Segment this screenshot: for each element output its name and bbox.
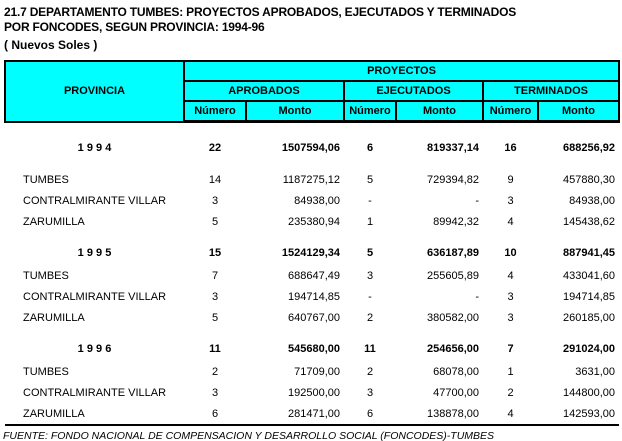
cell-terminados-numero: 7 [507,342,514,355]
cell-year-label: 1 9 9 4 [77,141,112,154]
table-body [5,122,619,426]
spacer-row [5,122,619,138]
table-row-province [5,286,619,307]
cell-terminados-numero: 9 [507,173,514,186]
statistics-table [4,60,620,426]
cell-terminados-numero: 4 [483,403,538,425]
cell-aprobados-numero: 22 [208,141,222,154]
cell-terminados-numero: 3 [507,311,514,324]
units-label: ( Nuevos Soles ) [4,38,98,52]
cell-province-name: TUMBES [23,365,69,378]
cell-ejecutados-numero: 6 [366,141,374,154]
cell-ejecutados-numero: 5 [366,173,374,186]
cell-terminados-numero: 10 [504,246,517,259]
cell-aprobados-monto: 84938,00 [294,194,340,207]
spacer-row [5,232,619,242]
cell-aprobados-numero: 6 [184,403,246,425]
cell-province-name: CONTRALMIRANTE VILLAR [23,386,167,399]
table-row-year-total [5,137,619,158]
column-header-numero-ejecutados: Número [344,101,396,122]
table-row-province [5,307,619,328]
cell-aprobados-numero: 5 [211,215,219,228]
spacer-cell [5,122,619,138]
cell-ejecutados-numero: 3 [366,269,374,282]
page-title [0,0,622,53]
cell-ejecutados-numero: 1 [366,215,374,228]
column-header-proyectos: PROYECTOS [184,61,619,81]
table-row-year-total [5,338,619,359]
spacer-row [5,158,619,169]
cell-ejecutados-monto: 138878,00 [396,403,483,425]
table-row-province [5,361,619,382]
cell-ejecutados-numero: 2 [366,365,374,378]
column-header-numero-aprobados: Número [184,101,246,122]
title-line-2: POR FONCODES, SEGUN PROVINCIA: 1994-96 [4,20,265,34]
cell-ejecutados-numero: - [368,194,372,207]
cell-year-label: 1 9 9 5 [77,246,112,259]
cell-aprobados-numero: 3 [211,386,219,399]
cell-ejecutados-monto: 636187,89 [427,246,479,259]
cell-ejecutados-monto: 255605,89 [427,269,479,282]
cell-province-name: ZARUMILLA [23,311,85,324]
source-note: FUENTE: FONDO NACIONAL DE COMPENSACION Y DESARROLLO SOCIAL (FONCODES)-TUMBES [3,430,495,441]
cell-ejecutados-numero: 11 [364,342,376,355]
spacer-row [5,328,619,338]
cell-terminados-monto: 142593,00 [538,403,619,425]
spacer-cell [5,232,619,242]
cell-province-name: CONTRALMIRANTE VILLAR [23,194,167,207]
cell-aprobados-monto: 1187275,12 [282,173,340,186]
cell-ejecutados-numero: 5 [366,246,374,259]
cell-aprobados-monto: 545680,00 [288,342,340,355]
cell-ejecutados-numero: - [368,290,372,303]
cell-aprobados-monto: 281471,00 [246,403,344,425]
cell-terminados-monto: 260185,00 [563,311,615,324]
column-header-ejecutados: EJECUTADOS [344,81,483,101]
cell-ejecutados-numero: 6 [344,403,396,425]
cell-terminados-numero: 3 [507,290,514,303]
table-row-province [5,382,619,403]
spacer-cell [5,328,619,338]
cell-aprobados-numero: 5 [211,311,219,324]
cell-province-name: ZARUMILLA [5,403,184,425]
cell-ejecutados-monto: 89942,32 [433,215,479,228]
cell-ejecutados-numero: 2 [366,311,374,324]
cell-terminados-monto: 144800,00 [563,386,615,399]
cell-terminados-monto: 457880,30 [563,173,615,186]
table-row-province [5,265,619,286]
table-row-province [5,403,619,425]
cell-aprobados-monto: 640767,00 [288,311,340,324]
cell-terminados-monto: 84938,00 [569,194,615,207]
cell-province-name: TUMBES [23,269,69,282]
cell-aprobados-numero: 11 [209,342,221,355]
cell-ejecutados-monto: - [475,194,479,207]
column-header-monto-terminados: Monto [538,101,619,122]
column-header-provincia: PROVINCIA [5,61,184,122]
cell-terminados-monto: 194714,85 [563,290,615,303]
title-line-1: 21.7 DEPARTAMENTO TUMBES: PROYECTOS APROBADOS, EJECUTADOS Y TERMINADOS [4,5,517,19]
cell-aprobados-monto: 71709,00 [294,365,340,378]
column-header-aprobados: APROBADOS [184,81,344,101]
table-header [5,61,619,122]
cell-aprobados-numero: 15 [208,246,222,259]
cell-ejecutados-numero: 3 [366,386,374,399]
cell-aprobados-numero: 2 [211,365,219,378]
cell-terminados-numero: 2 [507,386,514,399]
column-header-terminados: TERMINADOS [483,81,619,101]
cell-year-label: 1 9 9 6 [77,342,112,355]
table-row-province [5,190,619,211]
cell-province-name: TUMBES [23,173,69,186]
cell-aprobados-monto: 1524129,34 [281,246,340,259]
cell-terminados-numero: 1 [507,365,514,378]
cell-aprobados-numero: 3 [211,194,219,207]
cell-ejecutados-monto: 819337,14 [427,141,479,154]
table-row-province [5,211,619,232]
column-header-numero-terminados: Número [483,101,538,122]
cell-terminados-monto: 433041,60 [563,269,615,282]
cell-ejecutados-monto: 254656,00 [427,342,479,355]
cell-terminados-monto: 145438,62 [563,215,615,228]
cell-aprobados-numero: 3 [211,290,219,303]
cell-ejecutados-monto: 729394,82 [427,173,479,186]
table-row-province [5,169,619,190]
cell-aprobados-monto: 1507594,06 [281,141,340,154]
cell-aprobados-monto: 192500,00 [288,386,340,399]
cell-ejecutados-monto: - [475,290,479,303]
cell-terminados-numero: 16 [504,141,517,154]
column-header-monto-aprobados: Monto [246,101,344,122]
cell-terminados-numero: 4 [507,215,514,228]
cell-terminados-monto: 291024,00 [563,342,615,355]
cell-ejecutados-monto: 47700,00 [433,386,479,399]
cell-province-name: CONTRALMIRANTE VILLAR [23,290,167,303]
cell-terminados-monto: 688256,92 [563,141,615,154]
column-header-monto-ejecutados: Monto [396,101,483,122]
cell-ejecutados-monto: 68078,00 [433,365,479,378]
cell-aprobados-monto: 194714,85 [288,290,340,303]
cell-aprobados-monto: 235380,94 [288,215,340,228]
cell-province-name: ZARUMILLA [23,215,85,228]
cell-terminados-monto: 3631,00 [575,365,615,378]
cell-aprobados-numero: 14 [208,173,222,186]
table-row-year-total [5,242,619,263]
cell-terminados-numero: 4 [507,269,514,282]
cell-aprobados-numero: 7 [211,269,219,282]
cell-aprobados-monto: 688647,49 [288,269,340,282]
cell-ejecutados-monto: 380582,00 [427,311,479,324]
spacer-cell [5,158,619,169]
cell-terminados-monto: 887941,45 [563,246,615,259]
cell-terminados-numero: 3 [507,194,514,207]
